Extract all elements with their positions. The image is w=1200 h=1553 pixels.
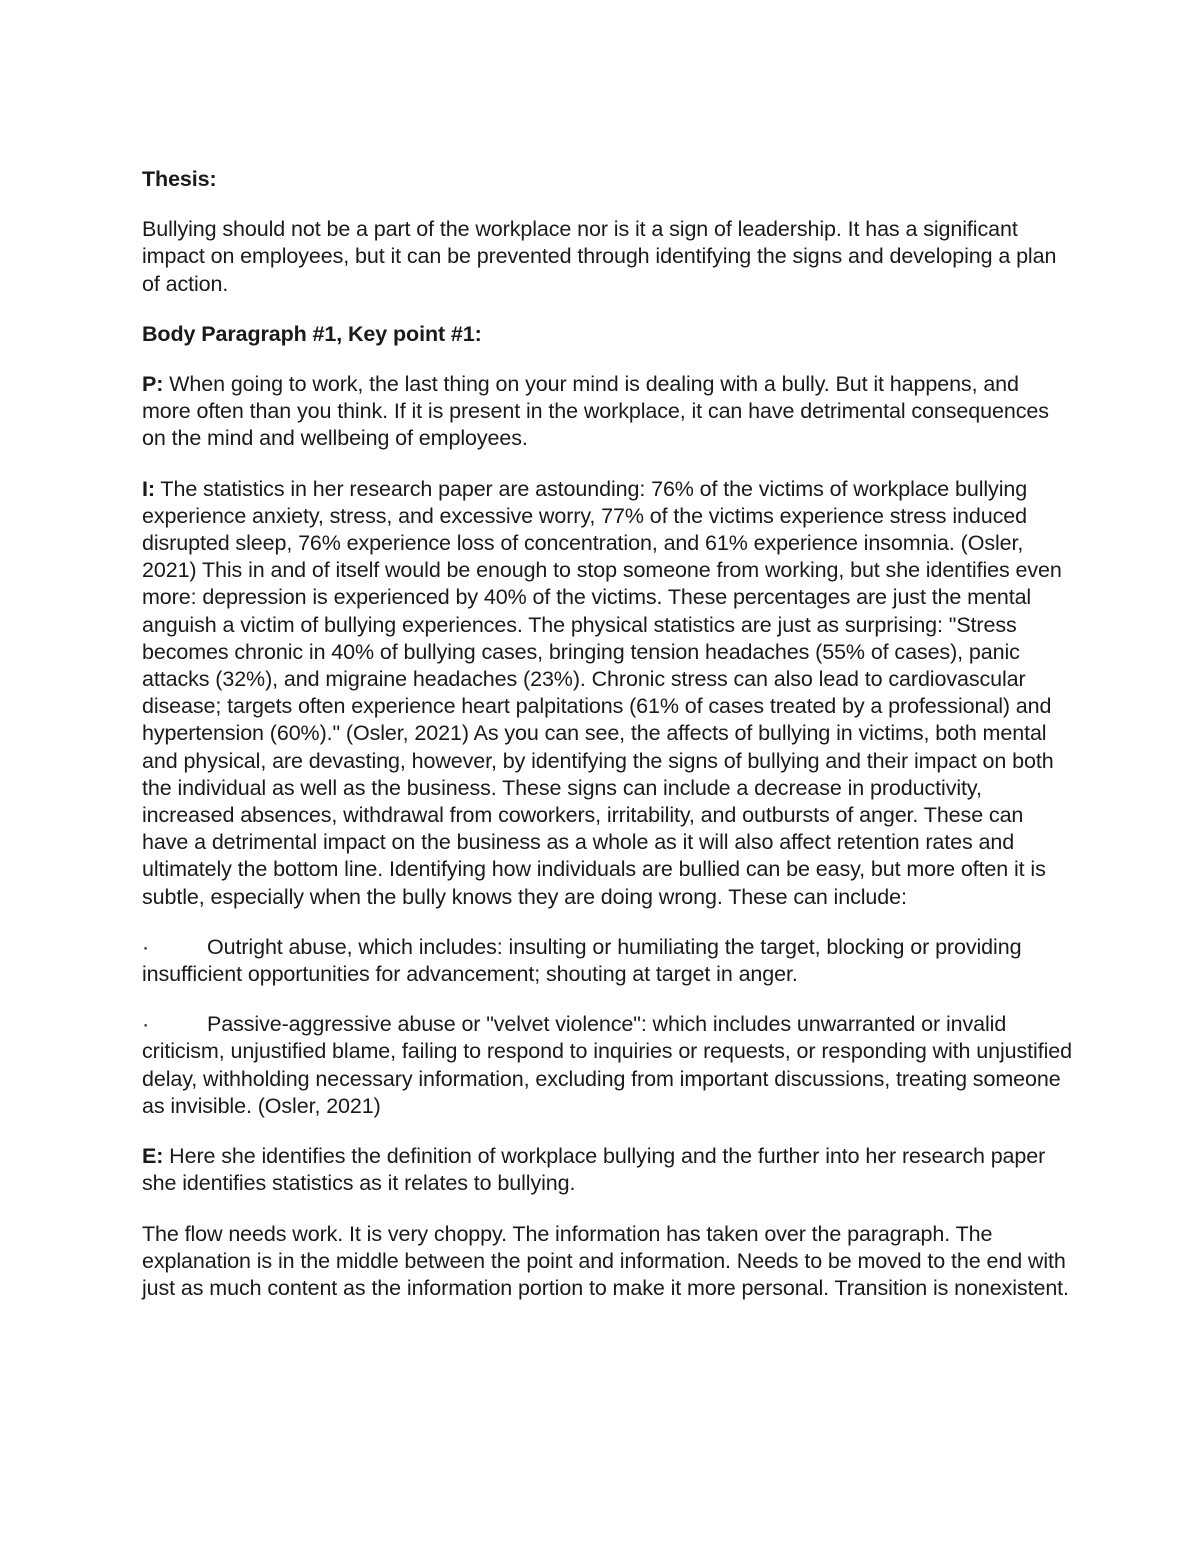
list-item-text: Outright abuse, which includes: insulting or humiliating the target, blocking or providing insufficient opportunities for advancement; shouting at target in anger. xyxy=(142,934,1022,987)
bullet-mark: · xyxy=(142,934,150,959)
point-label: P: xyxy=(142,372,164,397)
explanation-text: Here she identifies the definition of workplace bullying and the further into her research paper she identifies statistics as it relates to bullying. xyxy=(142,1144,1046,1196)
point-text: When going to work, the last thing on your mind is dealing with a bully. But it happens, and more often than you think. If it is present in the workplace, it can have detrimental consequences on the mind and wellbeing of employees. xyxy=(142,372,1049,451)
information-label: I: xyxy=(142,476,155,501)
thesis-paragraph: Bullying should not be a part of the workplace nor is it a sign of leadership. It has a significant impact on employees, but it can be prevented through identifying the signs and developing a plan of action. xyxy=(142,217,1057,296)
explanation-label: E: xyxy=(142,1144,164,1169)
feedback-paragraph: The flow needs work. It is very choppy. The information has taken over the paragraph. The explanation is in the middle between the point and information. Needs to be moved to the end with just as much content as the information portion to make it more personal. Transition is nonexistent. xyxy=(142,1221,1069,1300)
thesis-heading: Thesis: xyxy=(142,167,217,191)
body-paragraph-heading: Body Paragraph #1, Key point #1: xyxy=(142,321,482,346)
document-page xyxy=(142,166,1072,1325)
list-item xyxy=(142,934,1072,988)
information-paragraph xyxy=(142,476,1072,911)
list-item-text: Passive-aggressive abuse or "velvet violence": which includes unwarranted or invalid criticism, unjustified blame, failing to respond to inquiries or requests, or responding with unjustified delay, withholding necessary information, excluding from important discussions, treating someone as invisible. (Osler, 2021) xyxy=(142,1012,1072,1118)
bullet-mark: · xyxy=(142,1012,150,1037)
information-text: The statistics in her research paper are astounding: 76% of the victims of workplace bullying experience anxiety, stress, and excessive worry, 77% of the victims experience stress induced disrupted sleep, 76% experience loss of concentration, and 61% experience insomnia. (Osler, 2021) This in and of itself would be enough to stop someone from working, but she identifies even more: depression is experienced by 40% of the victims. These percentages are just the mental anguish a victim of bullying experiences. The physical statistics are just as surprising: "Stress becomes chronic in 40% of bullying cases, bringing tension headaches (55% of cases), panic attacks (32%), and migraine headaches (23%). Chronic stress can also lead to cardiovascular disease; targets often experience heart palpitations (61% of cases treated by a professional) and hypertension (60%)." (Osler, 2021) As you can see, the affects of bullying in victims, both mental and physical, are devasting, however, by identifying the signs of bullying and their impact on both the individual as well as the business. These signs can include a decrease in productivity, increased absences, withdrawal from coworkers, irritability, and outbursts of anger. These can have a detrimental impact on the business as a whole as it will also affect retention rates and ultimately the bottom line. Identifying how individuals are bullied can be easy, but more often it is subtle, especially when the bully knows they are doing wrong. These can include: xyxy=(142,476,1062,909)
point-paragraph xyxy=(142,371,1072,453)
list-item xyxy=(142,1011,1072,1120)
explanation-paragraph xyxy=(142,1143,1072,1197)
